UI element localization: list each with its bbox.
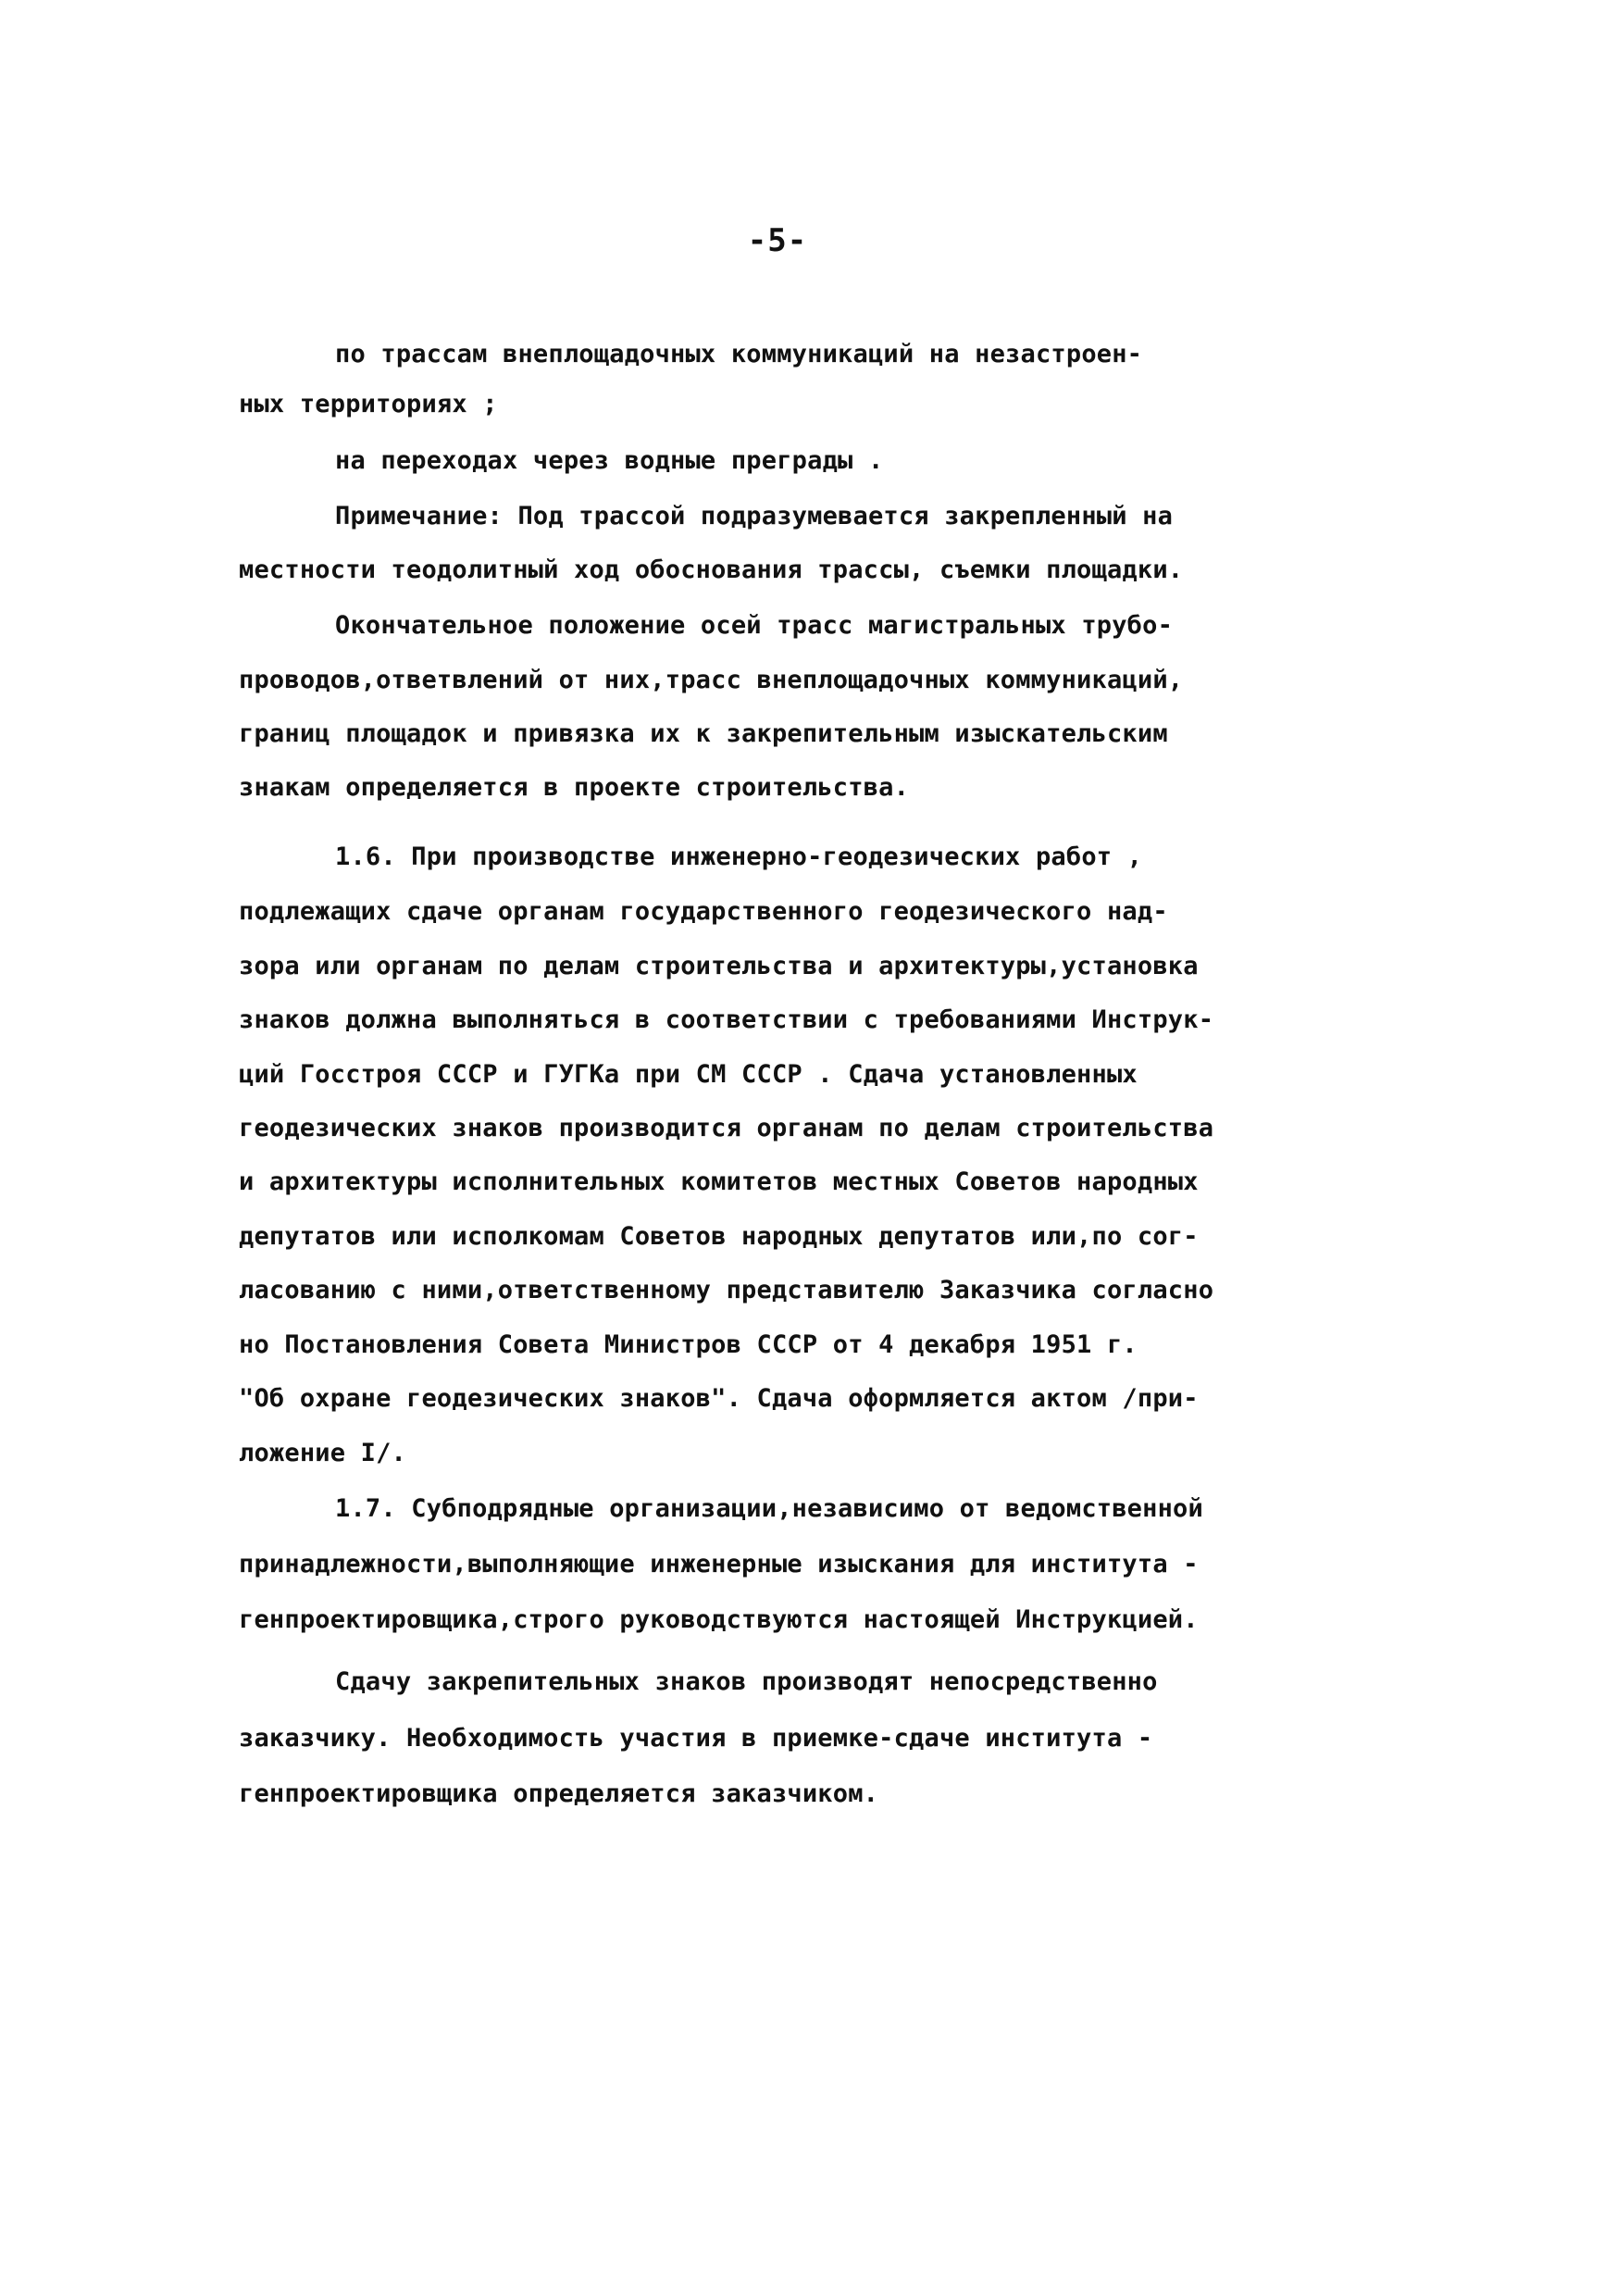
text-line: геодезических знаков производится органам по делам строительства bbox=[239, 1114, 1214, 1142]
text-line: принадлежности,выполняющие инженерные изыскания для института - bbox=[239, 1550, 1199, 1578]
note-line: Примечание: Под трассой подразумевается закрепленный на bbox=[335, 502, 1174, 530]
text-line: генпроектировщика,строго руководствуются настоящей Инструкцией. bbox=[239, 1605, 1199, 1634]
section-1-6-line: 1.6. При производстве инженерно-геодезических работ , bbox=[335, 842, 1143, 871]
text-line: но Постановления Совета Министров СССР от 4 декабря 1951 г. bbox=[239, 1330, 1138, 1359]
page-number: -5- bbox=[747, 222, 808, 259]
text-line: зора или органам по делам строительства и архитектуры,установка bbox=[239, 952, 1199, 980]
text-line: генпроектировщика определяется заказчиком. bbox=[239, 1779, 879, 1808]
text-line: границ площадок и привязка их к закрепительным изыскательским bbox=[239, 719, 1168, 748]
text-line: депутатов или исполкомам Советов народных депутатов или,по сог- bbox=[239, 1222, 1199, 1251]
text-line: ций Госстроя СССР и ГУГКа при СМ СССР . Сдача установленных bbox=[239, 1060, 1138, 1089]
text-line: знаков должна выполняться в соответствии с требованиями Инструк- bbox=[239, 1005, 1214, 1034]
section-1-7-line: 1.7. Субподрядные организации,независимо от ведомственной bbox=[335, 1494, 1203, 1523]
text-line: проводов,ответвлений от них,трасс внеплощадочных коммуникаций, bbox=[239, 666, 1184, 694]
text-line: заказчику. Необходимость участия в приемке-сдаче института - bbox=[239, 1724, 1153, 1753]
text-line: по трассам внеплощадочных коммуникаций на незастроен- bbox=[335, 340, 1143, 368]
text-line: Сдачу закрепительных знаков производят непосредственно bbox=[335, 1667, 1158, 1696]
text-line: ложение I/. bbox=[239, 1439, 407, 1467]
text-line: знакам определяется в проекте строительства. bbox=[239, 773, 910, 802]
text-line: Окончательное положение осей трасс магистральных трубо- bbox=[335, 611, 1174, 640]
text-line: "Об охране геодезических знаков". Сдача оформляется актом /при- bbox=[239, 1384, 1199, 1413]
note-line: местности теодолитный ход обоснования трассы, съемки площадки. bbox=[239, 555, 1184, 584]
text-line: на переходах через водные преграды . bbox=[335, 446, 884, 475]
text-line: подлежащих сдаче органам государственного геодезического над- bbox=[239, 897, 1168, 926]
text-line: ласованию с ними,ответственному представителю Заказчика согласно bbox=[239, 1276, 1214, 1304]
text-line: ных территориях ; bbox=[239, 390, 498, 418]
text-line: и архитектуры исполнительных комитетов местных Советов народных bbox=[239, 1167, 1199, 1196]
